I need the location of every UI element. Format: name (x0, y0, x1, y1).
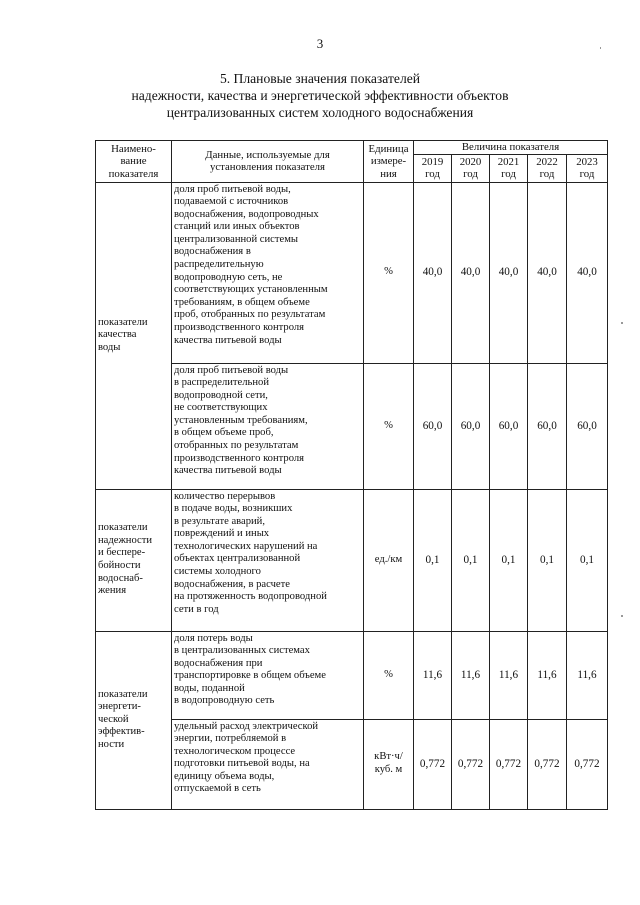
indicator-data-line: водоснабжения, водопроводных (174, 208, 319, 220)
indicator-data-line: сети в год (174, 603, 219, 615)
indicator-data (172, 182, 364, 363)
title-line-2: надежности, качества и энергетической эффективности объектов (131, 88, 509, 103)
indicator-data-line: подготовки питьевой воды, на (174, 758, 310, 770)
value-cell: 40,0 (490, 182, 528, 363)
value-cell: 40,0 (528, 182, 567, 363)
indicator-group-name-line: энергети- (98, 701, 141, 713)
header-year-line: 2023 (576, 156, 598, 168)
indicator-data-line: повреждений и иных (174, 528, 270, 540)
header-data (172, 141, 364, 183)
indicator-data-line: количество перерывов (174, 490, 276, 502)
title-line-1: 5. Плановые значения показателей (219, 71, 421, 86)
header-year (567, 154, 608, 182)
indicator-group-name-line: качества (98, 329, 137, 341)
header-year (528, 154, 567, 182)
header-name (96, 141, 172, 183)
indicator-data-line: воды, поданной (174, 682, 245, 694)
header-data-line: Данные, используемые для (205, 148, 330, 161)
indicator-data-line: требованиям, в общем объеме (174, 296, 310, 308)
indicator-group-name-line: показатели (98, 316, 148, 328)
indicator-data-line: технологических нарушений на (174, 540, 318, 552)
header-name-line: Наимено- (111, 142, 156, 155)
indicator-data-line: производственного контроля (174, 452, 305, 464)
indicator-data-line: системы холодного (174, 566, 261, 578)
value-cell: 0,772 (414, 719, 452, 809)
header-year-line: 2022 (536, 156, 558, 168)
indicator-group-name (96, 182, 172, 489)
value-cell: 11,6 (490, 631, 528, 719)
indicator-data-line: не соответствующих (174, 402, 268, 414)
header-value-group: Величина показателя (414, 141, 608, 155)
indicator-data-line: единицу объема воды, (174, 770, 275, 782)
header-unit (364, 141, 414, 183)
value-cell: 0,1 (567, 489, 608, 631)
table-row (96, 719, 608, 809)
indicator-data (172, 719, 364, 809)
page-title (0, 70, 640, 121)
indicator-group-name (96, 489, 172, 631)
indicator-group-name-line: жения (98, 585, 127, 597)
value-cell: 40,0 (414, 182, 452, 363)
table-row (96, 363, 608, 489)
header-year-line: 2019 (421, 156, 444, 168)
header-year-line: год (539, 168, 555, 180)
value-cell: 0,772 (567, 719, 608, 809)
header-year-line: 2020 (459, 156, 482, 168)
indicator-data-line: производственного контроля (174, 322, 305, 334)
indicator-data-line: объектах централизованной (174, 553, 301, 565)
value-cell: 60,0 (452, 363, 490, 489)
indicator-group-name-line: ческой (98, 713, 129, 725)
value-cell: 60,0 (528, 363, 567, 489)
value-cell: 0,1 (528, 489, 567, 631)
indicator-data-line: транспортировке в общем объеме (174, 670, 326, 682)
indicator-data-line: соответствующих установленным (174, 284, 328, 296)
indicator-data-line: централизованной системы (174, 233, 299, 245)
unit-cell (364, 182, 414, 363)
unit-cell (364, 631, 414, 719)
indicator-group-name (96, 631, 172, 809)
value-cell: 0,772 (528, 719, 567, 809)
value-cell: 11,6 (452, 631, 490, 719)
indicator-data-line: водопроводной сети, (174, 389, 268, 401)
scan-speck (621, 615, 623, 617)
header-data-line: установления показателя (209, 161, 326, 174)
header-year-line: год (501, 168, 516, 180)
header-name-line: вание (120, 155, 147, 167)
indicator-data-line: водоснабжения в (174, 246, 251, 258)
indicator-data-line: энергии, потребляемой в (174, 733, 287, 745)
scan-speck (600, 47, 601, 49)
header-unit-line: ния (380, 167, 397, 180)
indicator-data-line: в общем объеме проб, (174, 427, 274, 439)
indicator-data-line: доля проб питьевой воды, (174, 183, 291, 195)
indicator-group-name-line: ности (98, 738, 125, 750)
table-row (96, 489, 608, 631)
header-unit-line: Единица (368, 142, 409, 155)
indicator-data-line: технологическом процессе (174, 745, 296, 757)
value-cell: 0,772 (490, 719, 528, 809)
header-year-line: год (579, 168, 595, 180)
indicator-group-name-line: показатели (98, 522, 148, 534)
value-cell: 0,1 (414, 489, 452, 631)
header-unit-line: измере- (370, 155, 407, 167)
unit-cell (364, 489, 414, 631)
indicator-data-line: доля потерь воды (174, 632, 253, 644)
value-cell: 40,0 (567, 182, 608, 363)
indicator-data-line: станций или иных объектов (174, 221, 300, 233)
indicator-group-name-line: бойности (98, 560, 141, 571)
indicator-data-line: качества питьевой воды (174, 334, 282, 346)
page-number: 3 (316, 36, 324, 51)
value-cell: 11,6 (528, 631, 567, 719)
indicator-data-line: установленным требованиям, (174, 414, 308, 426)
value-cell: 0,772 (452, 719, 490, 809)
indicator-data-line: отобранных по результатам (174, 440, 299, 452)
unit-line: % (384, 419, 393, 431)
scan-speck (621, 322, 623, 324)
unit-cell (364, 719, 414, 809)
value-cell: 11,6 (567, 631, 608, 719)
indicator-data-line: отпускаемой в сеть (174, 783, 261, 795)
unit-line: % (384, 668, 393, 680)
indicator-data-line: удельный расход электрической (174, 720, 319, 732)
header-year-line: год (425, 168, 440, 180)
value-cell: 0,1 (490, 489, 528, 631)
indicator-data-line: качества питьевой воды (174, 465, 282, 477)
indicator-group-name-line: надежности (98, 534, 153, 546)
indicator-group-name-line: водоснаб- (98, 572, 143, 584)
unit-line: кВт·ч/ (374, 751, 403, 763)
indicator-data-line: подаваемой с источников (174, 196, 289, 208)
indicator-data-line: в результате аварий, (174, 515, 266, 527)
header-year (452, 154, 490, 182)
indicator-data-line: водоснабжения, в расчете (174, 578, 290, 590)
table-row (96, 631, 608, 719)
indicator-group-name-line: показатели (98, 688, 148, 700)
value-cell: 11,6 (414, 631, 452, 719)
header-name-line: показателя (108, 167, 159, 180)
value-cell: 60,0 (490, 363, 528, 489)
unit-line: ед./км (374, 553, 403, 565)
value-cell: 60,0 (567, 363, 608, 489)
indicator-data-line: в подаче воды, возникших (174, 503, 293, 515)
header-year-line: 2021 (497, 156, 520, 168)
indicator-data-line: водопроводную сеть, не (174, 271, 283, 283)
indicator-data (172, 489, 364, 631)
indicator-data-line: в распределительной (174, 377, 270, 389)
indicator-group-name-line: и беспере- (98, 547, 146, 559)
indicator-data-line: доля проб питьевой воды (174, 364, 289, 376)
unit-line: % (384, 266, 393, 278)
indicator-data-line: распределительную (174, 259, 264, 271)
indicator-data (172, 363, 364, 489)
table-row (96, 182, 608, 363)
value-cell: 60,0 (414, 363, 452, 489)
unit-cell (364, 363, 414, 489)
header-year (490, 154, 528, 182)
indicator-data-line: проб, отобранных по результатам (174, 309, 326, 321)
indicator-group-name-line: воды (98, 341, 121, 353)
value-cell: 0,1 (452, 489, 490, 631)
header-year (414, 154, 452, 182)
unit-line: куб. м (374, 764, 403, 775)
indicators-table (95, 140, 608, 810)
indicator-data-line: на протяженность водопроводной (174, 591, 327, 603)
indicator-data-line: в водопроводную сеть (174, 695, 275, 707)
value-cell: 40,0 (452, 182, 490, 363)
indicator-data-line: в централизованных системах (174, 645, 310, 657)
indicator-group-name-line: эффектив- (98, 726, 145, 738)
header-year-line: год (463, 168, 478, 180)
indicator-data (172, 631, 364, 719)
title-line-3: централизованных систем холодного водоснабжения (166, 105, 474, 120)
indicator-data-line: водоснабжения при (174, 657, 263, 669)
